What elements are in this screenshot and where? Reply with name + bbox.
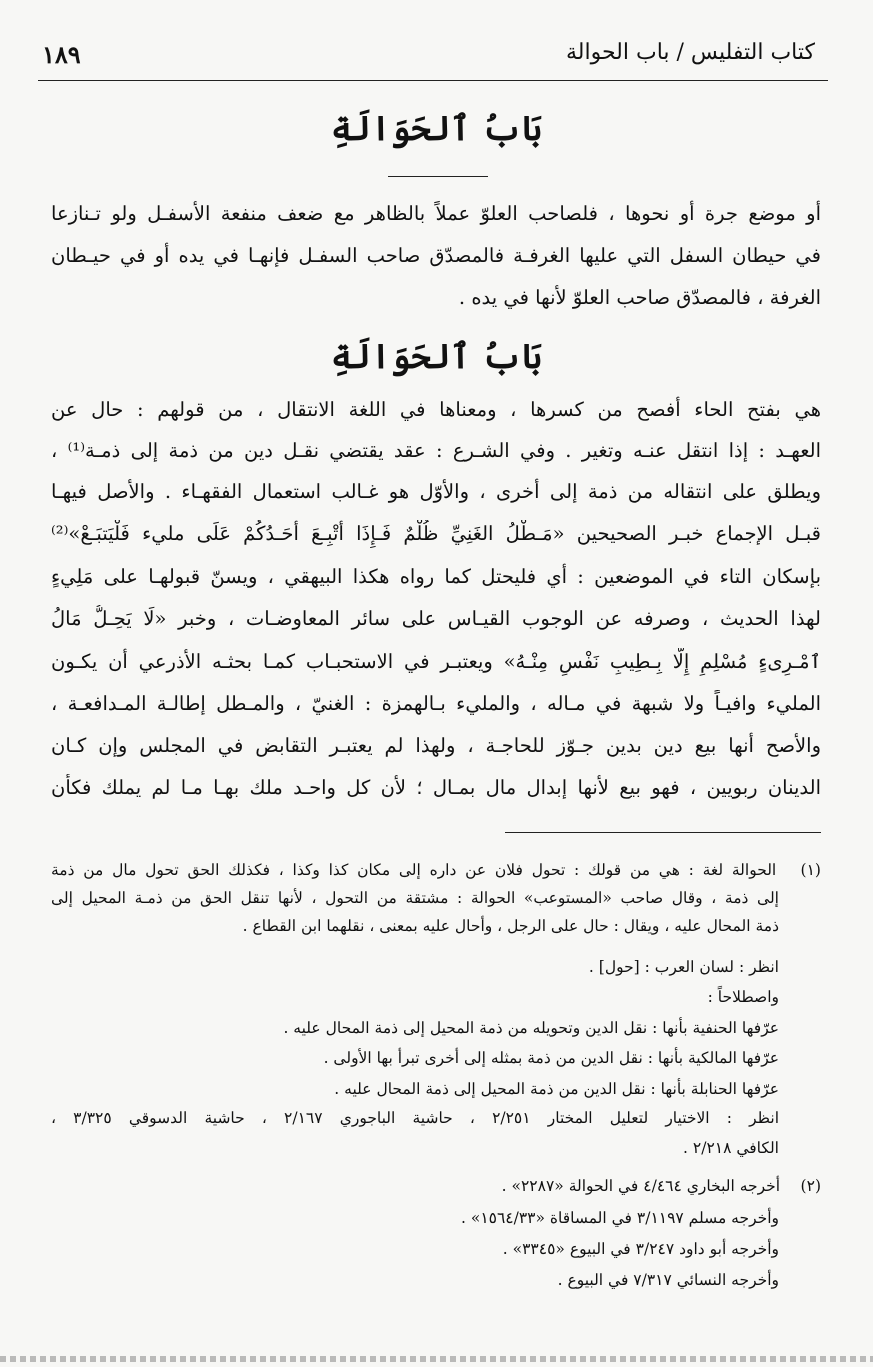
footnote-line: ذمة المحال عليه ، ويقال : حال على الرجل ، وأحال عليه بمعنى ، نقلهما ابن القطاع . <box>242 917 779 935</box>
body-line: المليء وافيـاً ولا شبهة في مـاله ، والمليء بـالهمزة : الغنيّ ، والمـطل إطالـة المـدافعـة ، <box>51 692 821 715</box>
body-line: أو موضع جرة أو نحوها ، فلصاحب العلوّ عملاً بالظاهر مع ضعف منفعة الأسفـل ولو تـنازعا <box>51 202 821 225</box>
footnote-line: وأخرجه أبو داود ٣/٢٤٧ في البيوع «٣٣٤٥» . <box>502 1240 779 1258</box>
body-line: الغرفة ، فالمصدّق صاحب العلوّ لأنها في يده . <box>458 286 821 309</box>
footnote-line: واصطلاحاً : <box>707 988 779 1006</box>
footnote-line: انظر : لسان العرب : [حول] . <box>588 958 779 976</box>
footnote-line: عرّفها الحنابلة بأنها : نقل الدين من ذمة المحيل إلى ذمة المحال عليه . <box>334 1080 779 1098</box>
body-line: ٱمْـرِىءٍ مُسْلِمٍ إِلَّا بِـطِيبِ نَفْسٍ مِنْـهُ» ويعتبـر في الاستحبـاب كمـا بحثـه الأذرعي أن يكـون <box>51 650 821 673</box>
body-line: قبـل الإجماع خبـر الصحيحين «مَـطْلُ الغَنِيِّ ظُلْمٌ فَـإِذَا أُتْبِـعَ أَحَـدُكُمْ عَلَى مليء فَلْيَتبَـعْ»⁽²⁾ <box>51 522 821 545</box>
footnote-line: انظر : الاختيار لتعليل المختار ٢/٢٥١ ، حاشية الباجوري ٢/١٦٧ ، حاشية الدسوقي ٣/٣٢٥ ، <box>51 1109 780 1127</box>
page-bottom-ornament <box>0 1356 873 1362</box>
title-divider <box>388 176 488 177</box>
body-line: هي بفتح الحاء أفصح من كسرها ، ومعناها في اللغة الانتقال ، من قولهم : حال عن <box>51 398 821 421</box>
footnote-marker: (٢) <box>800 1177 821 1195</box>
page-number: ١٨٩ <box>42 40 81 69</box>
footnote-line: عرّفها المالكية بأنها : نقل الدين من ذمة بمثله إلى أخرى تبرأ بها الأولى . <box>323 1049 779 1067</box>
header-divider <box>38 80 828 81</box>
body-line: لهذا الحديث ، وصرفه عن الوجوب القيـاس على سائر المعاوضـات ، وخبر «لَا يَحِـلُّ مَالُ <box>51 607 821 630</box>
section-title: بَابُ ٱلحَوَالَةِ <box>330 337 543 377</box>
body-line: والأصح أنها بيع دين بدين جـوّز للحاجـة ، ولهذا لم يعتبـر التقابض في المجلس وإن كـان <box>51 734 821 757</box>
footnote-line: إلى ذمة ، وقال صاحب «المستوعب» الحوالة : مشتقة من التحول ، لأنها تنقل الحق من ذمـة المحيل إلى <box>51 889 779 907</box>
footnote-line: الكافي ٢/٢١٨ . <box>683 1139 779 1157</box>
body-line: ويطلق على انتقاله من ذمة إلى أخرى ، والأوّل هو غـالب استعمال الفقهـاء . والأصل فيهـا <box>51 480 821 503</box>
footnote-line: وأخرجه النسائي ٧/٣١٧ في البيوع . <box>557 1271 779 1289</box>
footnote-line <box>51 858 821 882</box>
body-line: الدينان ربويين ، فهو بيع لأنها إبدال مال بمـال ؛ لأن كل واحـد ملك بهـا مـا لم يملك فكأن <box>51 776 821 799</box>
footnote-line <box>51 1174 821 1198</box>
running-header: كتاب التفليس / باب الحوالة <box>566 40 815 65</box>
footnote-marker: (١) <box>800 861 821 879</box>
footnote-divider <box>505 832 821 833</box>
body-line: في حيطان السفل التي عليها الغرفـة فالمصدّق صاحب السفـل فإنهـا في يده أو في حيـطان <box>51 244 821 267</box>
body-line: العهـد : إذا انتقل عنـه وتغير . وفي الشـرع : عقد يقتضي نقـل دين من ذمة إلى ذمـة⁽¹⁾ ، <box>51 439 821 462</box>
body-line: بإسكان التاء في الموضعين : أي فليحتل كما رواه هكذا البيهقي ، ويسنّ قبولهـا على مَلِيءٍ <box>51 565 821 588</box>
chapter-title: بَابُ ٱلحَوَالَةِ <box>330 109 543 149</box>
footnote-text: أخرجه البخاري ٤/٤٦٤ في الحوالة «٢٢٨٧» . <box>501 1177 781 1195</box>
footnote-line: وأخرجه مسلم ٣/١١٩٧ في المساقاة «١٥٦٤/٣٣» . <box>460 1209 779 1227</box>
footnote-line: عرّفها الحنفية بأنها : نقل الدين وتحويله من ذمة المحيل إلى ذمة المحال عليه . <box>283 1019 779 1037</box>
footnote-text: الحوالة لغة : هي من قولك : تحول فلان عن داره إلى مكان كذا وكذا ، فكذلك الحق تحول مال من ذمة <box>51 861 777 879</box>
